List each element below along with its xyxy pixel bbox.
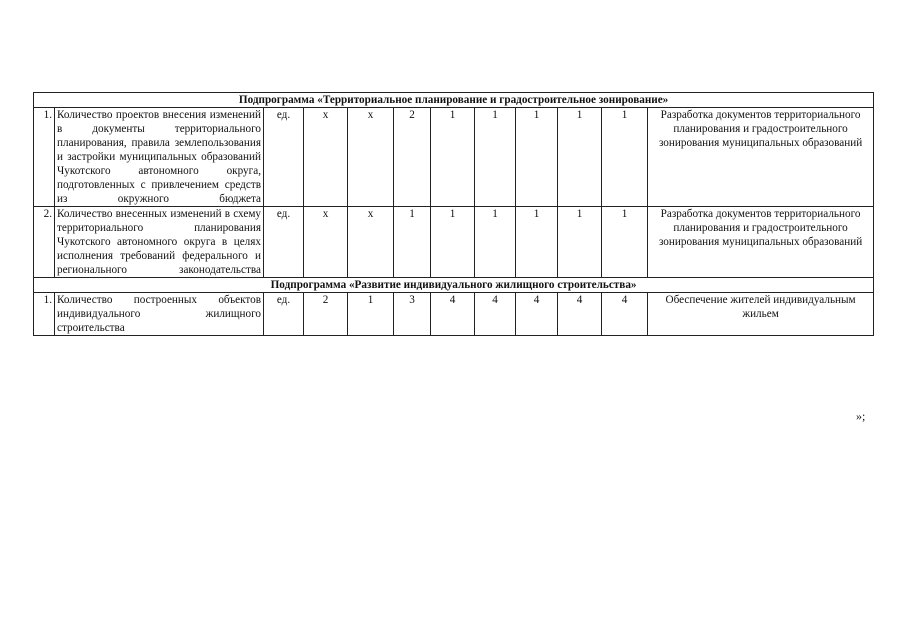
row-number: 1. [34, 293, 55, 336]
row-number: 2. [34, 207, 55, 278]
value-cell: 1 [475, 108, 516, 207]
value-cell: 4 [602, 293, 648, 336]
value-cell: 1 [602, 207, 648, 278]
value-cell: х [348, 108, 394, 207]
expected-result: Разработка документов территориального планирования и градостроительного зонирования муниципальных образований [648, 207, 874, 278]
value-cell: х [304, 207, 348, 278]
value-cell: 1 [475, 207, 516, 278]
value-cell: 1 [602, 108, 648, 207]
row-number: 1. [34, 108, 55, 207]
subprogram-title: Подпрограмма «Территориальное планирование и градостроительное зонирование» [34, 93, 874, 108]
unit-cell: ед. [264, 207, 304, 278]
table-row [34, 108, 874, 207]
subprogram-title: Подпрограмма «Развитие индивидуального жилищного строительства» [34, 278, 874, 293]
unit-cell: ед. [264, 108, 304, 207]
expected-result: Разработка документов территориального планирования и градостроительного зонирования муниципальных образований [648, 108, 874, 207]
value-cell: 4 [558, 293, 602, 336]
value-cell: х [348, 207, 394, 278]
value-cell: 2 [394, 108, 431, 207]
indicators-table [33, 92, 874, 336]
value-cell: 3 [394, 293, 431, 336]
indicator-name: Количество проектов внесения изменений в документы территориального планирования, правила землепользования и застройки муниципальных образований Чукотского автономного округа, подготовленных с привлечением средств из окружного бюджета [55, 108, 264, 207]
closing-quote: »; [856, 409, 866, 423]
value-cell: 1 [558, 207, 602, 278]
subprogram-header-row [34, 93, 874, 108]
subprogram-header-row [34, 278, 874, 293]
unit-cell: ед. [264, 293, 304, 336]
value-cell: х [304, 108, 348, 207]
value-cell: 4 [431, 293, 475, 336]
value-cell: 4 [475, 293, 516, 336]
value-cell: 2 [304, 293, 348, 336]
value-cell: 1 [516, 207, 558, 278]
value-cell: 1 [558, 108, 602, 207]
table-row [34, 293, 874, 336]
value-cell: 1 [431, 207, 475, 278]
value-cell: 1 [394, 207, 431, 278]
indicator-name: Количество внесенных изменений в схему территориального планирования Чукотского автономного округа в целях исполнения требований федерального и регионального законодательства [55, 207, 264, 278]
value-cell: 4 [516, 293, 558, 336]
table-row [34, 207, 874, 278]
expected-result: Обеспечение жителей индивидуальным жильем [648, 293, 874, 336]
indicator-name: Количество построенных объектов индивидуального жилищного строительства [55, 293, 264, 336]
value-cell: 1 [516, 108, 558, 207]
value-cell: 1 [431, 108, 475, 207]
value-cell: 1 [348, 293, 394, 336]
